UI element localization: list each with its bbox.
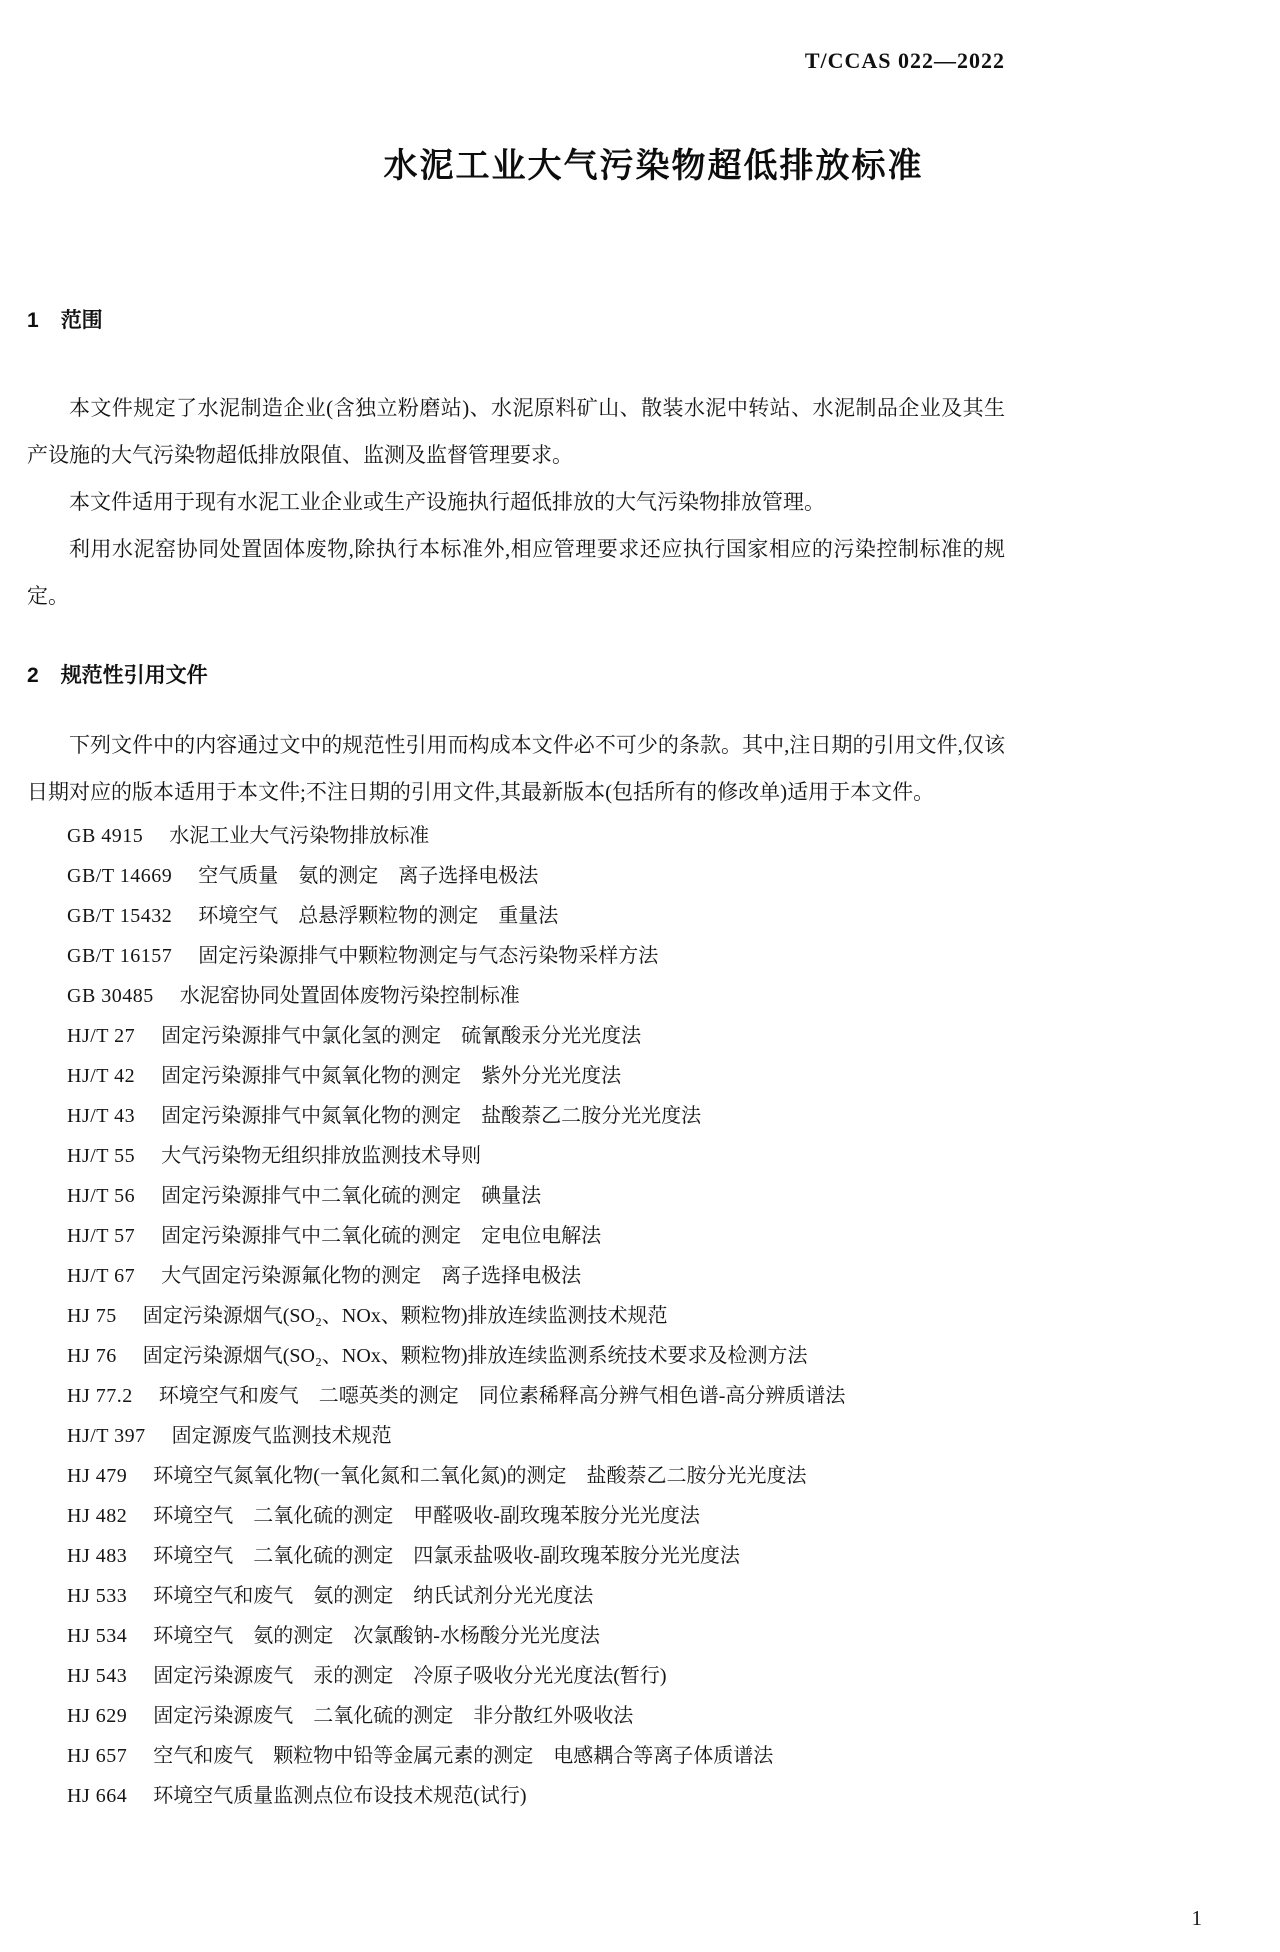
reference-code: HJ/T 56 — [67, 1185, 136, 1207]
references-intro-block — [27, 722, 1005, 816]
reference-title: 环境空气质量监测点位布设技术规范(试行) — [153, 1785, 527, 1807]
reference-title: 空气和废气 颗粒物中铅等金属元素的测定 电感耦合等离子体质谱法 — [153, 1745, 774, 1767]
reference-code: HJ 75 — [67, 1305, 117, 1327]
reference-item — [67, 1096, 1005, 1136]
reference-code: HJ/T 27 — [67, 1025, 136, 1047]
reference-title: 环境空气 二氧化硫的测定 四氯汞盐吸收-副玫瑰苯胺分光光度法 — [153, 1545, 740, 1567]
reference-title: 固定污染源排气中氯化氢的测定 硫氰酸汞分光光度法 — [161, 1025, 642, 1047]
reference-title: 环境空气和废气 氨的测定 纳氏试剂分光光度法 — [153, 1585, 594, 1607]
reference-item — [67, 1176, 1005, 1216]
page-number: 1 — [1191, 1906, 1202, 1930]
reference-code: HJ 76 — [67, 1345, 117, 1367]
reference-item — [67, 1536, 1005, 1576]
reference-code: GB/T 14669 — [67, 865, 173, 887]
section-title: 范围 — [60, 309, 103, 332]
reference-title: 固定污染源排气中氮氧化物的测定 紫外分光光度法 — [161, 1065, 622, 1087]
reference-title: 固定污染源废气 汞的测定 冷原子吸收分光光度法(暂行) — [153, 1665, 667, 1687]
document-body — [27, 305, 1005, 1816]
reference-item — [67, 1416, 1005, 1456]
scope-paragraph: 利用水泥窑协同处置固体废物,除执行本标准外,相应管理要求还应执行国家相应的污染控制标准的规定。 — [27, 537, 1005, 608]
reference-item — [67, 1736, 1005, 1776]
reference-code: HJ 482 — [67, 1505, 128, 1527]
section-number: 1 — [27, 309, 39, 332]
reference-title: 固定污染源排气中二氧化硫的测定 碘量法 — [161, 1185, 542, 1207]
reference-code: GB/T 15432 — [67, 905, 173, 927]
reference-item — [67, 856, 1005, 896]
reference-item — [67, 1296, 1005, 1336]
reference-item — [67, 1336, 1005, 1376]
reference-code: GB/T 16157 — [67, 945, 173, 967]
reference-code: HJ/T 42 — [67, 1065, 136, 1087]
reference-item — [67, 1616, 1005, 1656]
section-heading-references — [27, 660, 1005, 692]
reference-title: 环境空气 总悬浮颗粒物的测定 重量法 — [198, 905, 559, 927]
reference-code: HJ 479 — [67, 1465, 128, 1487]
reference-title: 固定污染源烟气(SO₂、NOx、颗粒物)排放连续监测系统技术要求及检测方法 — [142, 1345, 808, 1367]
scope-paragraph: 本文件适用于现有水泥工业企业或生产设施执行超低排放的大气污染物排放管理。 — [69, 490, 825, 514]
reference-title: 环境空气 二氧化硫的测定 甲醛吸收-副玫瑰苯胺分光光度法 — [153, 1505, 700, 1527]
reference-title: 环境空气氮氧化物(一氧化氮和二氧化氮)的测定 盐酸萘乙二胺分光光度法 — [153, 1465, 807, 1487]
reference-code: HJ 664 — [67, 1785, 128, 1807]
standard-code: T/CCAS 022—2022 — [804, 48, 1005, 73]
reference-code: HJ/T 57 — [67, 1225, 136, 1247]
reference-title: 固定污染源烟气(SO₂、NOx、颗粒物)排放连续监测技术规范 — [142, 1305, 668, 1327]
document-header — [27, 0, 1005, 74]
reference-title: 大气污染物无组织排放监测技术导则 — [161, 1145, 482, 1167]
reference-code: HJ 534 — [67, 1625, 128, 1647]
reference-title: 环境空气和废气 二噁英类的测定 同位素稀释高分辨气相色谱-高分辨质谱法 — [158, 1385, 846, 1407]
references-intro-paragraph: 下列文件中的内容通过文中的规范性引用而构成本文件必不可少的条款。其中,注日期的引用文件,仅该日期对应的版本适用于本文件;不注日期的引用文件,其最新版本(包括所有的修改单)适用于本文件。 — [27, 733, 1005, 804]
reference-item — [67, 1456, 1005, 1496]
reference-title: 固定污染源排气中氮氧化物的测定 盐酸萘乙二胺分光光度法 — [161, 1105, 702, 1127]
reference-item — [67, 896, 1005, 936]
reference-code: HJ 543 — [67, 1665, 128, 1687]
reference-code: HJ/T 67 — [67, 1265, 136, 1287]
reference-item — [67, 976, 1005, 1016]
section-heading-scope — [27, 305, 1005, 337]
section-title: 规范性引用文件 — [60, 664, 208, 687]
normative-references-list — [67, 816, 1005, 1816]
reference-item — [67, 1056, 1005, 1096]
reference-item — [67, 1256, 1005, 1296]
reference-code: HJ 657 — [67, 1745, 128, 1767]
section-number: 2 — [27, 664, 39, 687]
reference-title: 空气质量 氨的测定 离子选择电极法 — [198, 865, 539, 887]
reference-item — [67, 816, 1005, 856]
reference-title: 大气固定污染源氟化物的测定 离子选择电极法 — [161, 1265, 582, 1287]
reference-title: 环境空气 氨的测定 次氯酸钠-水杨酸分光光度法 — [153, 1625, 600, 1647]
reference-code: HJ/T 55 — [67, 1145, 136, 1167]
reference-item — [67, 1656, 1005, 1696]
scope-paragraphs — [27, 385, 1005, 620]
reference-title: 固定源废气监测技术规范 — [171, 1425, 392, 1447]
reference-code: GB 30485 — [67, 985, 154, 1007]
reference-code: HJ/T 43 — [67, 1105, 136, 1127]
reference-code: HJ/T 397 — [67, 1425, 146, 1447]
reference-item — [67, 1496, 1005, 1536]
reference-code: HJ 483 — [67, 1545, 128, 1567]
reference-item — [67, 936, 1005, 976]
reference-code: HJ 629 — [67, 1705, 128, 1727]
reference-item — [67, 1696, 1005, 1736]
reference-item — [67, 1216, 1005, 1256]
reference-title: 固定污染源废气 二氧化硫的测定 非分散红外吸收法 — [153, 1705, 634, 1727]
reference-title: 固定污染源排气中二氧化硫的测定 定电位电解法 — [161, 1225, 602, 1247]
reference-item — [67, 1016, 1005, 1056]
reference-item — [67, 1376, 1005, 1416]
reference-code: HJ 533 — [67, 1585, 128, 1607]
reference-code: HJ 77.2 — [67, 1385, 133, 1407]
reference-code: GB 4915 — [67, 825, 144, 847]
scope-paragraph: 本文件规定了水泥制造企业(含独立粉磨站)、水泥原料矿山、散装水泥中转站、水泥制品企业及其生产设施的大气污染物超低排放限值、监测及监督管理要求。 — [27, 396, 1005, 467]
reference-title: 水泥工业大气污染物排放标准 — [169, 825, 430, 847]
reference-item — [67, 1136, 1005, 1176]
reference-item — [67, 1776, 1005, 1816]
reference-title: 固定污染源排气中颗粒物测定与气态污染物采样方法 — [198, 945, 659, 967]
reference-title: 水泥窑协同处置固体废物污染控制标准 — [179, 985, 520, 1007]
reference-item — [67, 1576, 1005, 1616]
document-title: 水泥工业大气污染物超低排放标准 — [383, 147, 924, 185]
